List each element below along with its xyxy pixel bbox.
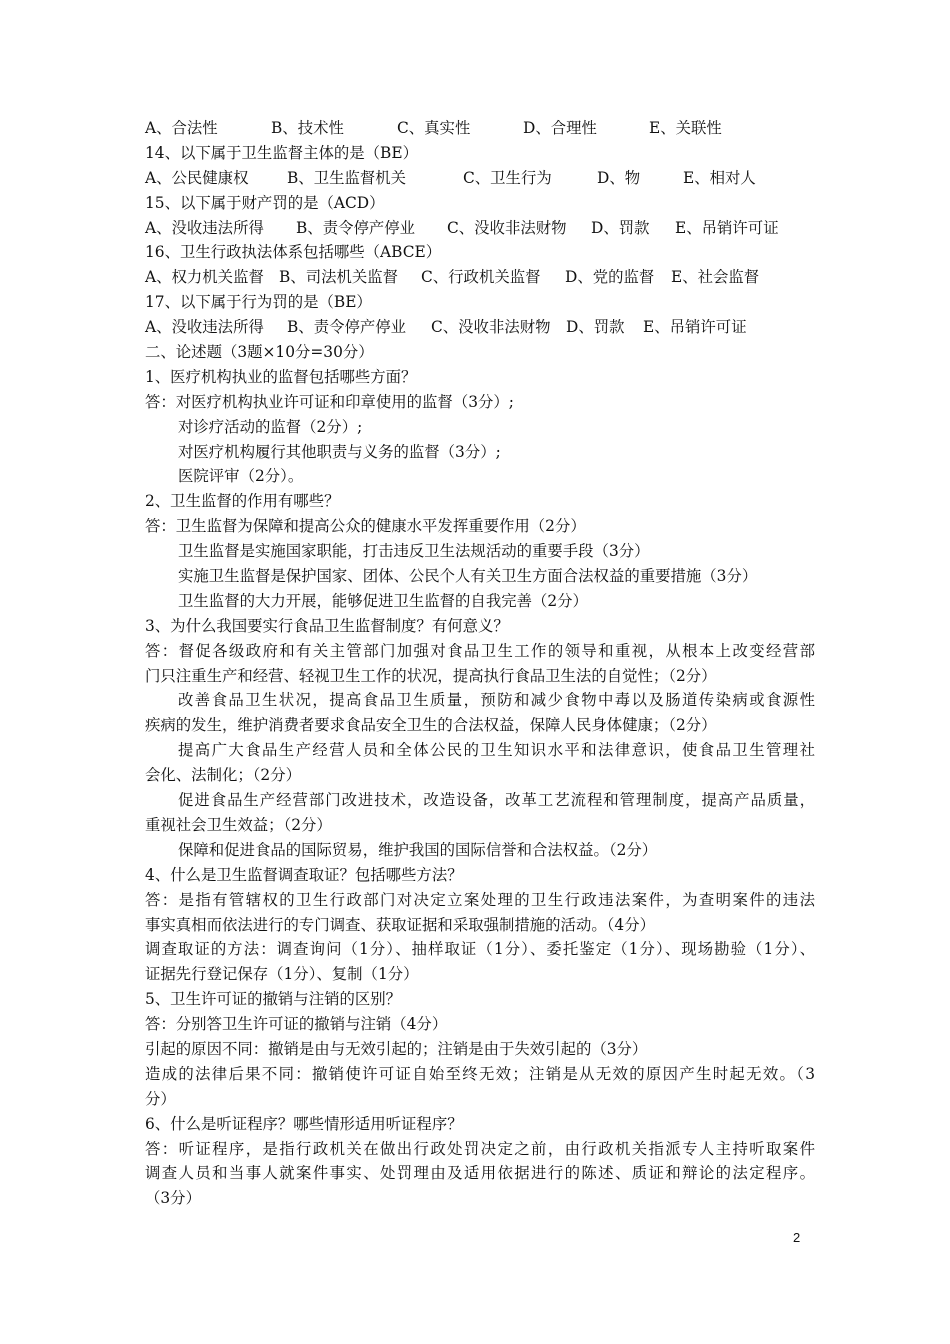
essay-question-4: 4、什么是卫生监督调查取证？包括哪些方法？ bbox=[145, 865, 463, 884]
option-e: E、吊销许可证 bbox=[643, 318, 747, 337]
option-c: C、没收非法财物 bbox=[447, 218, 567, 237]
answer-line: 疾病的发生，维护消费者要求食品安全卫生的合法权益，保障人民身体健康；（2分） bbox=[145, 716, 717, 735]
answer-line: 分） bbox=[145, 1089, 176, 1108]
option-b: B、卫生监督机关 bbox=[287, 168, 407, 187]
section-title: 二、论述题（3题×10分=30分） bbox=[145, 343, 374, 362]
option-a: A、合法性 bbox=[145, 119, 218, 137]
option-d: D、罚款 bbox=[591, 218, 650, 237]
option-b: B、责令停产停业 bbox=[296, 218, 416, 237]
option-d: D、合理性 bbox=[523, 119, 597, 137]
answer-line: 促进食品生产经营部门改进技术，改造设备，改革工艺流程和管理制度，提高产品质量， bbox=[178, 791, 815, 810]
option-e: E、社会监督 bbox=[671, 268, 760, 287]
answer-line: 答：对医疗机构执业许可证和印章使用的监督（3分）; bbox=[145, 392, 514, 411]
document-page bbox=[145, 116, 815, 1211]
option-e: E、关联性 bbox=[649, 119, 722, 137]
answer-line: 调查人员和当事人就案件事实、处罚理由及适用依据进行的陈述、质证和辩论的法定程序。 bbox=[145, 1164, 815, 1183]
option-c: C、没收非法财物 bbox=[431, 318, 551, 337]
option-a: A、没收违法所得 bbox=[145, 218, 264, 237]
option-c: C、真实性 bbox=[397, 119, 471, 137]
answer-line: 重视社会卫生效益；（2分） bbox=[145, 815, 332, 834]
option-d: D、罚款 bbox=[566, 318, 625, 337]
option-a: A、没收违法所得 bbox=[145, 318, 264, 337]
answer-line: 保障和促进食品的国际贸易，维护我国的国际信誉和合法权益。（2分） bbox=[178, 840, 658, 859]
essay-question-3: 3、为什么我国要实行食品卫生监督制度？有何意义？ bbox=[145, 616, 509, 635]
options-line-16 bbox=[145, 265, 815, 290]
options-line-14 bbox=[145, 166, 815, 191]
option-e: E、相对人 bbox=[683, 168, 756, 187]
answer-line: 答：分别答卫生许可证的撤销与注销（4分） bbox=[145, 1015, 448, 1034]
answer-line: 会化、法制化；（2分） bbox=[145, 766, 301, 785]
answer-line: 引起的原因不同：撤销是由与无效引起的；注销是由于失效引起的（3分） bbox=[145, 1039, 648, 1058]
essay-question-2: 2、卫生监督的作用有哪些？ bbox=[145, 492, 340, 511]
options-line-15 bbox=[145, 216, 815, 241]
option-a: A、公民健康权 bbox=[145, 168, 249, 187]
answer-line: 答：卫生监督为保障和提高公众的健康水平发挥重要作用（2分） bbox=[145, 517, 586, 536]
question-17: 17、以下属于行为罚的是（BE） bbox=[145, 293, 372, 312]
option-b: B、技术性 bbox=[271, 119, 344, 137]
essay-question-5: 5、卫生许可证的撤销与注销的区别？ bbox=[145, 990, 402, 1009]
option-a: A、权力机关监督 bbox=[145, 268, 264, 287]
question-16: 16、卫生行政执法体系包括哪些（ABCE） bbox=[145, 243, 442, 262]
answer-line: 对医疗机构履行其他职责与义务的监督（3分）; bbox=[178, 442, 501, 461]
options-line-17 bbox=[145, 315, 815, 340]
answer-line: 医院评审（2分）。 bbox=[178, 467, 304, 486]
option-e: E、吊销许可证 bbox=[675, 218, 779, 237]
answer-line: 卫生监督是实施国家职能，打击违反卫生法规活动的重要手段（3分） bbox=[178, 542, 650, 561]
answer-line: 提高广大食品生产经营人员和全体公民的卫生知识水平和法律意识，使食品卫生管理社 bbox=[178, 741, 815, 760]
answer-line: 改善食品卫生状况，提高食品卫生质量，预防和减少食物中毒以及肠道传染病或食源性 bbox=[178, 691, 815, 710]
question-15: 15、以下属于财产罚的是（ACD） bbox=[145, 193, 385, 212]
option-b: B、责令停产停业 bbox=[287, 318, 407, 337]
answer-line: 事实真相而依法进行的专门调查、获取证据和采取强制措施的活动。（4分） bbox=[145, 915, 655, 934]
option-d: D、党的监督 bbox=[565, 268, 655, 287]
question-14: 14、以下属于卫生监督主体的是（BE） bbox=[145, 143, 418, 162]
answer-line: 答：督促各级政府和有关主管部门加强对食品卫生工作的领导和重视，从根本上改变经营部 bbox=[145, 641, 815, 660]
answer-line: 答：听证程序，是指行政机关在做出行政处罚决定之前，由行政机关指派专人主持听取案件 bbox=[145, 1139, 815, 1158]
page-number: 2 bbox=[793, 1230, 801, 1245]
option-c: C、卫生行为 bbox=[463, 168, 552, 187]
answer-line: 调查取证的方法：调查询问（1分）、抽样取证（1分）、委托鉴定（1分）、现场勘验（1分）、 bbox=[145, 940, 815, 959]
essay-question-1: 1、医疗机构执业的监督包括哪些方面？ bbox=[145, 367, 417, 386]
answer-line: 实施卫生监督是保护国家、团体、公民个人有关卫生方面合法权益的重要措施（3分） bbox=[178, 567, 758, 586]
options-line-top bbox=[145, 116, 815, 141]
answer-line: 证据先行登记保存（1分）、复制（1分） bbox=[145, 965, 419, 984]
essay-question-6: 6、什么是听证程序？哪些情形适用听证程序？ bbox=[145, 1114, 463, 1133]
answer-line: 卫生监督的大力开展，能够促进卫生监督的自我完善（2分） bbox=[178, 591, 588, 610]
option-d: D、物 bbox=[597, 168, 641, 187]
answer-line: （3分） bbox=[145, 1189, 201, 1208]
answer-line: 对诊疗活动的监督（2分）; bbox=[178, 417, 363, 436]
answer-line: 造成的法律后果不同：撤销使许可证自始至终无效；注销是从无效的原因产生时起无效。（3 bbox=[145, 1064, 815, 1083]
answer-line: 门只注重生产和经营、轻视卫生工作的状况，提高执行食品卫生法的自觉性；（2分） bbox=[145, 666, 717, 685]
answer-line: 答：是指有管辖权的卫生行政部门对决定立案处理的卫生行政违法案件，为查明案件的违法 bbox=[145, 890, 815, 909]
option-c: C、行政机关监督 bbox=[421, 268, 541, 287]
option-b: B、司法机关监督 bbox=[279, 268, 399, 287]
